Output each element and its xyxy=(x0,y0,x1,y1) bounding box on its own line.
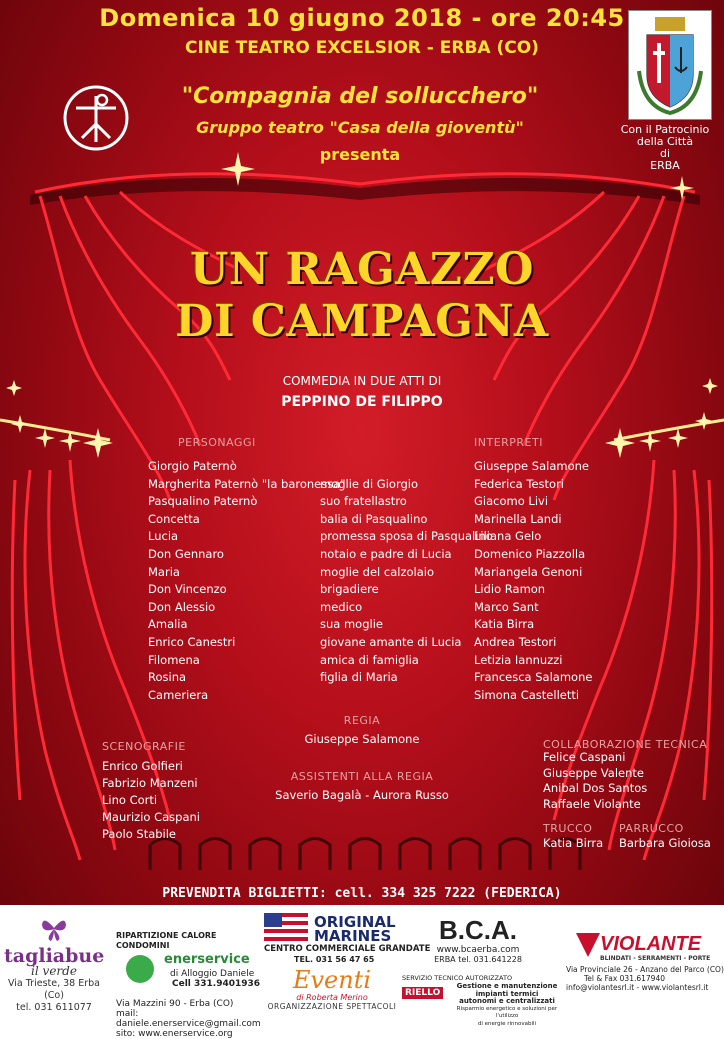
company-logo xyxy=(62,84,130,152)
list-item: Filomena xyxy=(148,652,200,667)
list-item: notaio e padre di Lucia xyxy=(320,546,452,561)
list-item: Giacomo Livi xyxy=(474,494,549,509)
marines-center: CENTRO COMMERCIALE GRANDATE xyxy=(264,944,431,954)
list-item: medico xyxy=(320,599,363,614)
eventi-tag: ORGANIZZAZIONE SPETTACOLI xyxy=(267,1002,397,1011)
riello-line: Gestione e manutenzione xyxy=(456,982,558,990)
riello-heading: SERVIZIO TECNICO AUTORIZZATO xyxy=(402,974,513,982)
list-item: Enrico Golfieri xyxy=(102,759,183,773)
sponsor-tagliabue xyxy=(4,913,104,1014)
violante-address: Via Provinciale 26 - Anzano del Parco (CO) xyxy=(566,965,724,974)
riello-line: impianti termici xyxy=(475,989,539,998)
list-item: Cameriera xyxy=(148,687,209,702)
show-title-line2: DI CAMPAGNA xyxy=(175,296,549,347)
riello-line: di energie rinnovabili xyxy=(477,1020,537,1027)
presents-label: presenta xyxy=(319,145,401,164)
marines-name-1: ORIGINAL xyxy=(314,913,396,931)
list-item: Don Alessio xyxy=(148,599,216,614)
regia-name: Giuseppe Salamone xyxy=(304,732,420,746)
list-item: Amalia xyxy=(148,617,188,632)
list-item: Felice Caspani xyxy=(543,750,626,764)
list-item: giovane amante di Lucia xyxy=(320,634,462,649)
collaborazione-list xyxy=(543,750,647,812)
list-item: Enrico Canestri xyxy=(148,634,236,649)
list-item: Rosina xyxy=(148,670,187,685)
enerservice-mail: mail: daniele.enerservice@gmail.com xyxy=(116,1009,261,1029)
subtitle-author: PEPPINO DE FILIPPO xyxy=(281,394,443,410)
list-item: Maria xyxy=(148,564,180,579)
sponsors-footer xyxy=(0,905,724,1039)
list-item: Lino Corti xyxy=(102,793,158,807)
violante-name: VIOLANTE xyxy=(600,933,702,955)
collaborazione-heading: COLLABORAZIONE TECNICA xyxy=(543,738,708,751)
butterfly-icon xyxy=(39,913,69,943)
list-item xyxy=(320,458,470,476)
patronage-line: di xyxy=(659,147,671,160)
list-item: Francesca Salamone xyxy=(474,670,593,685)
enerservice-address: Via Mazzini 90 - Erba (CO) xyxy=(116,999,234,1009)
list-item: Raffaele Violante xyxy=(543,796,641,811)
list-item: sua moglie xyxy=(320,617,383,632)
bca-name: B.C.A. xyxy=(439,915,517,945)
violante-logo-icon xyxy=(576,933,600,957)
show-title-line1: UN RAGAZZO xyxy=(190,244,534,295)
list-item: amica di famiglia xyxy=(320,652,419,667)
list-item: suo fratellastro xyxy=(320,494,407,509)
list-item: moglie di Giorgio xyxy=(320,476,419,491)
violante-tel: Tel & Fax 031.617940 xyxy=(584,974,665,983)
enerservice-name: enerservice xyxy=(164,952,250,967)
trucco-name: Katia Birra xyxy=(543,836,604,850)
list-item: Domenico Piazzolla xyxy=(474,546,586,561)
list-item: promessa sposa di Pasqualino xyxy=(320,529,493,544)
enerservice-logo-icon xyxy=(126,955,154,983)
eventi-name: Eventi xyxy=(292,966,372,994)
riello-line: autonomi e centralizzati xyxy=(459,997,555,1005)
list-item: figlia di Maria xyxy=(320,670,398,685)
list-item: Simona Castelletti xyxy=(474,687,580,702)
list-item: Marco Sant xyxy=(474,599,539,614)
assistenti-heading: ASSISTENTI ALLA REGIA xyxy=(290,770,434,783)
list-item: Lucia xyxy=(148,529,179,544)
riello-brand: RIELLO xyxy=(402,987,443,999)
list-item: brigadiere xyxy=(320,582,379,597)
enerservice-cell: Cell 331.9401936 xyxy=(172,979,261,989)
list-item: Marinella Landi xyxy=(474,511,562,526)
bca-tel: ERBA tel. 031.641228 xyxy=(434,955,522,964)
list-item: Paolo Stabile xyxy=(102,827,177,841)
scenografie-heading: SCENOGRAFIE xyxy=(102,740,186,753)
patronage-line: della Città xyxy=(636,135,694,148)
assistenti-names: Saverio Bagalà - Aurora Russo xyxy=(275,788,449,802)
list-item: Giuseppe Valente xyxy=(543,765,644,780)
eventi-owner: di Roberta Merino xyxy=(296,993,368,1002)
sponsor-bca xyxy=(418,915,538,965)
patronage-line: ERBA xyxy=(650,159,680,172)
list-item: Giuseppe Salamone xyxy=(474,459,589,473)
list-item: Don Gennaro xyxy=(148,546,224,561)
marines-tel: TEL. 031 56 47 65 xyxy=(294,955,375,964)
list-item: Margherita Paternò "la baronessa" xyxy=(148,476,346,491)
list-item: Giorgio Paternò xyxy=(148,459,237,473)
tagliabue-tel: tel. 031 611077 xyxy=(16,1002,92,1013)
theatre-group: Gruppo teatro "Casa della gioventù" xyxy=(196,118,524,137)
list-item: moglie del calzolaio xyxy=(320,564,434,579)
bca-site: www.bcaerba.com xyxy=(436,945,520,955)
parrucco-heading: PARRUCCO xyxy=(619,822,684,835)
tagliabue-name: tagliabue xyxy=(4,945,105,967)
regia-heading: REGIA xyxy=(343,714,381,727)
enerservice-heading: RIPARTIZIONE CALORE CONDOMINI xyxy=(116,931,217,950)
sponsor-enerservice xyxy=(116,931,266,1039)
performers-heading: INTERPRETI xyxy=(474,436,543,449)
list-item: Pasqualino Paternò xyxy=(148,494,258,509)
roles-list xyxy=(320,458,493,687)
trucco-heading: TRUCCO xyxy=(543,822,593,835)
scenografie-list xyxy=(102,758,200,843)
enerservice-site: sito: www.enerservice.org xyxy=(116,1029,233,1039)
enerservice-owner: di Alloggio Daniele xyxy=(170,969,255,979)
tagliabue-tag: il verde xyxy=(31,964,77,978)
list-item: Maurizio Caspani xyxy=(102,810,201,824)
sponsor-riello xyxy=(402,973,562,1027)
flag-icon xyxy=(264,913,308,941)
list-item: Anibal Dos Santos xyxy=(543,781,648,795)
patronage-line: Con il Patrocinio xyxy=(620,123,710,136)
event-venue: CINE TEATRO EXCELSIOR - ERBA (CO) xyxy=(185,38,539,58)
patronage-note xyxy=(610,124,720,172)
list-item: Letizia Iannuzzi xyxy=(474,652,563,667)
list-item: Liliana Gelo xyxy=(474,529,542,544)
riello-details xyxy=(452,983,562,1028)
sponsor-eventi xyxy=(264,967,400,1012)
tagliabue-address: Via Trieste, 38 Erba (Co) xyxy=(8,978,100,1001)
violante-tag: BLINDATI - SERRAMENTI - PORTE xyxy=(600,955,711,962)
riello-line: Risparmio energetico e soluzioni per l'utilizzo xyxy=(456,1005,558,1019)
performers-list xyxy=(474,458,614,704)
ticket-presale: PREVENDITA BIGLIETTI: cell. 334 325 7222 (FEDERICA) xyxy=(162,886,562,901)
list-item: Fabrizio Manzeni xyxy=(102,776,198,790)
violante-web: info@violantesrl.it - www.violantesrl.it xyxy=(566,983,709,992)
event-date: Domenica 10 giugno 2018 - ore 20:45 xyxy=(99,4,625,32)
list-item: balia di Pasqualino xyxy=(320,511,428,526)
subtitle-genre: COMMEDIA IN DUE ATTI DI xyxy=(282,374,442,388)
marines-name-2: MARINES xyxy=(314,927,392,945)
list-item: Lidio Ramon xyxy=(474,582,546,597)
parrucco-name: Barbara Gioiosa xyxy=(619,836,711,850)
list-item: Mariangela Genoni xyxy=(474,564,583,579)
list-item: Andrea Testori xyxy=(474,634,557,649)
list-item: Federica Testori xyxy=(474,476,564,491)
company-name: "Compagnia del sollucchero" xyxy=(181,84,539,109)
sponsor-violante xyxy=(566,933,722,992)
list-item: Concetta xyxy=(148,511,200,526)
list-item: Katia Birra xyxy=(474,617,535,632)
list-item: Don Vincenzo xyxy=(148,582,227,597)
characters-heading: PERSONAGGI xyxy=(178,436,256,449)
